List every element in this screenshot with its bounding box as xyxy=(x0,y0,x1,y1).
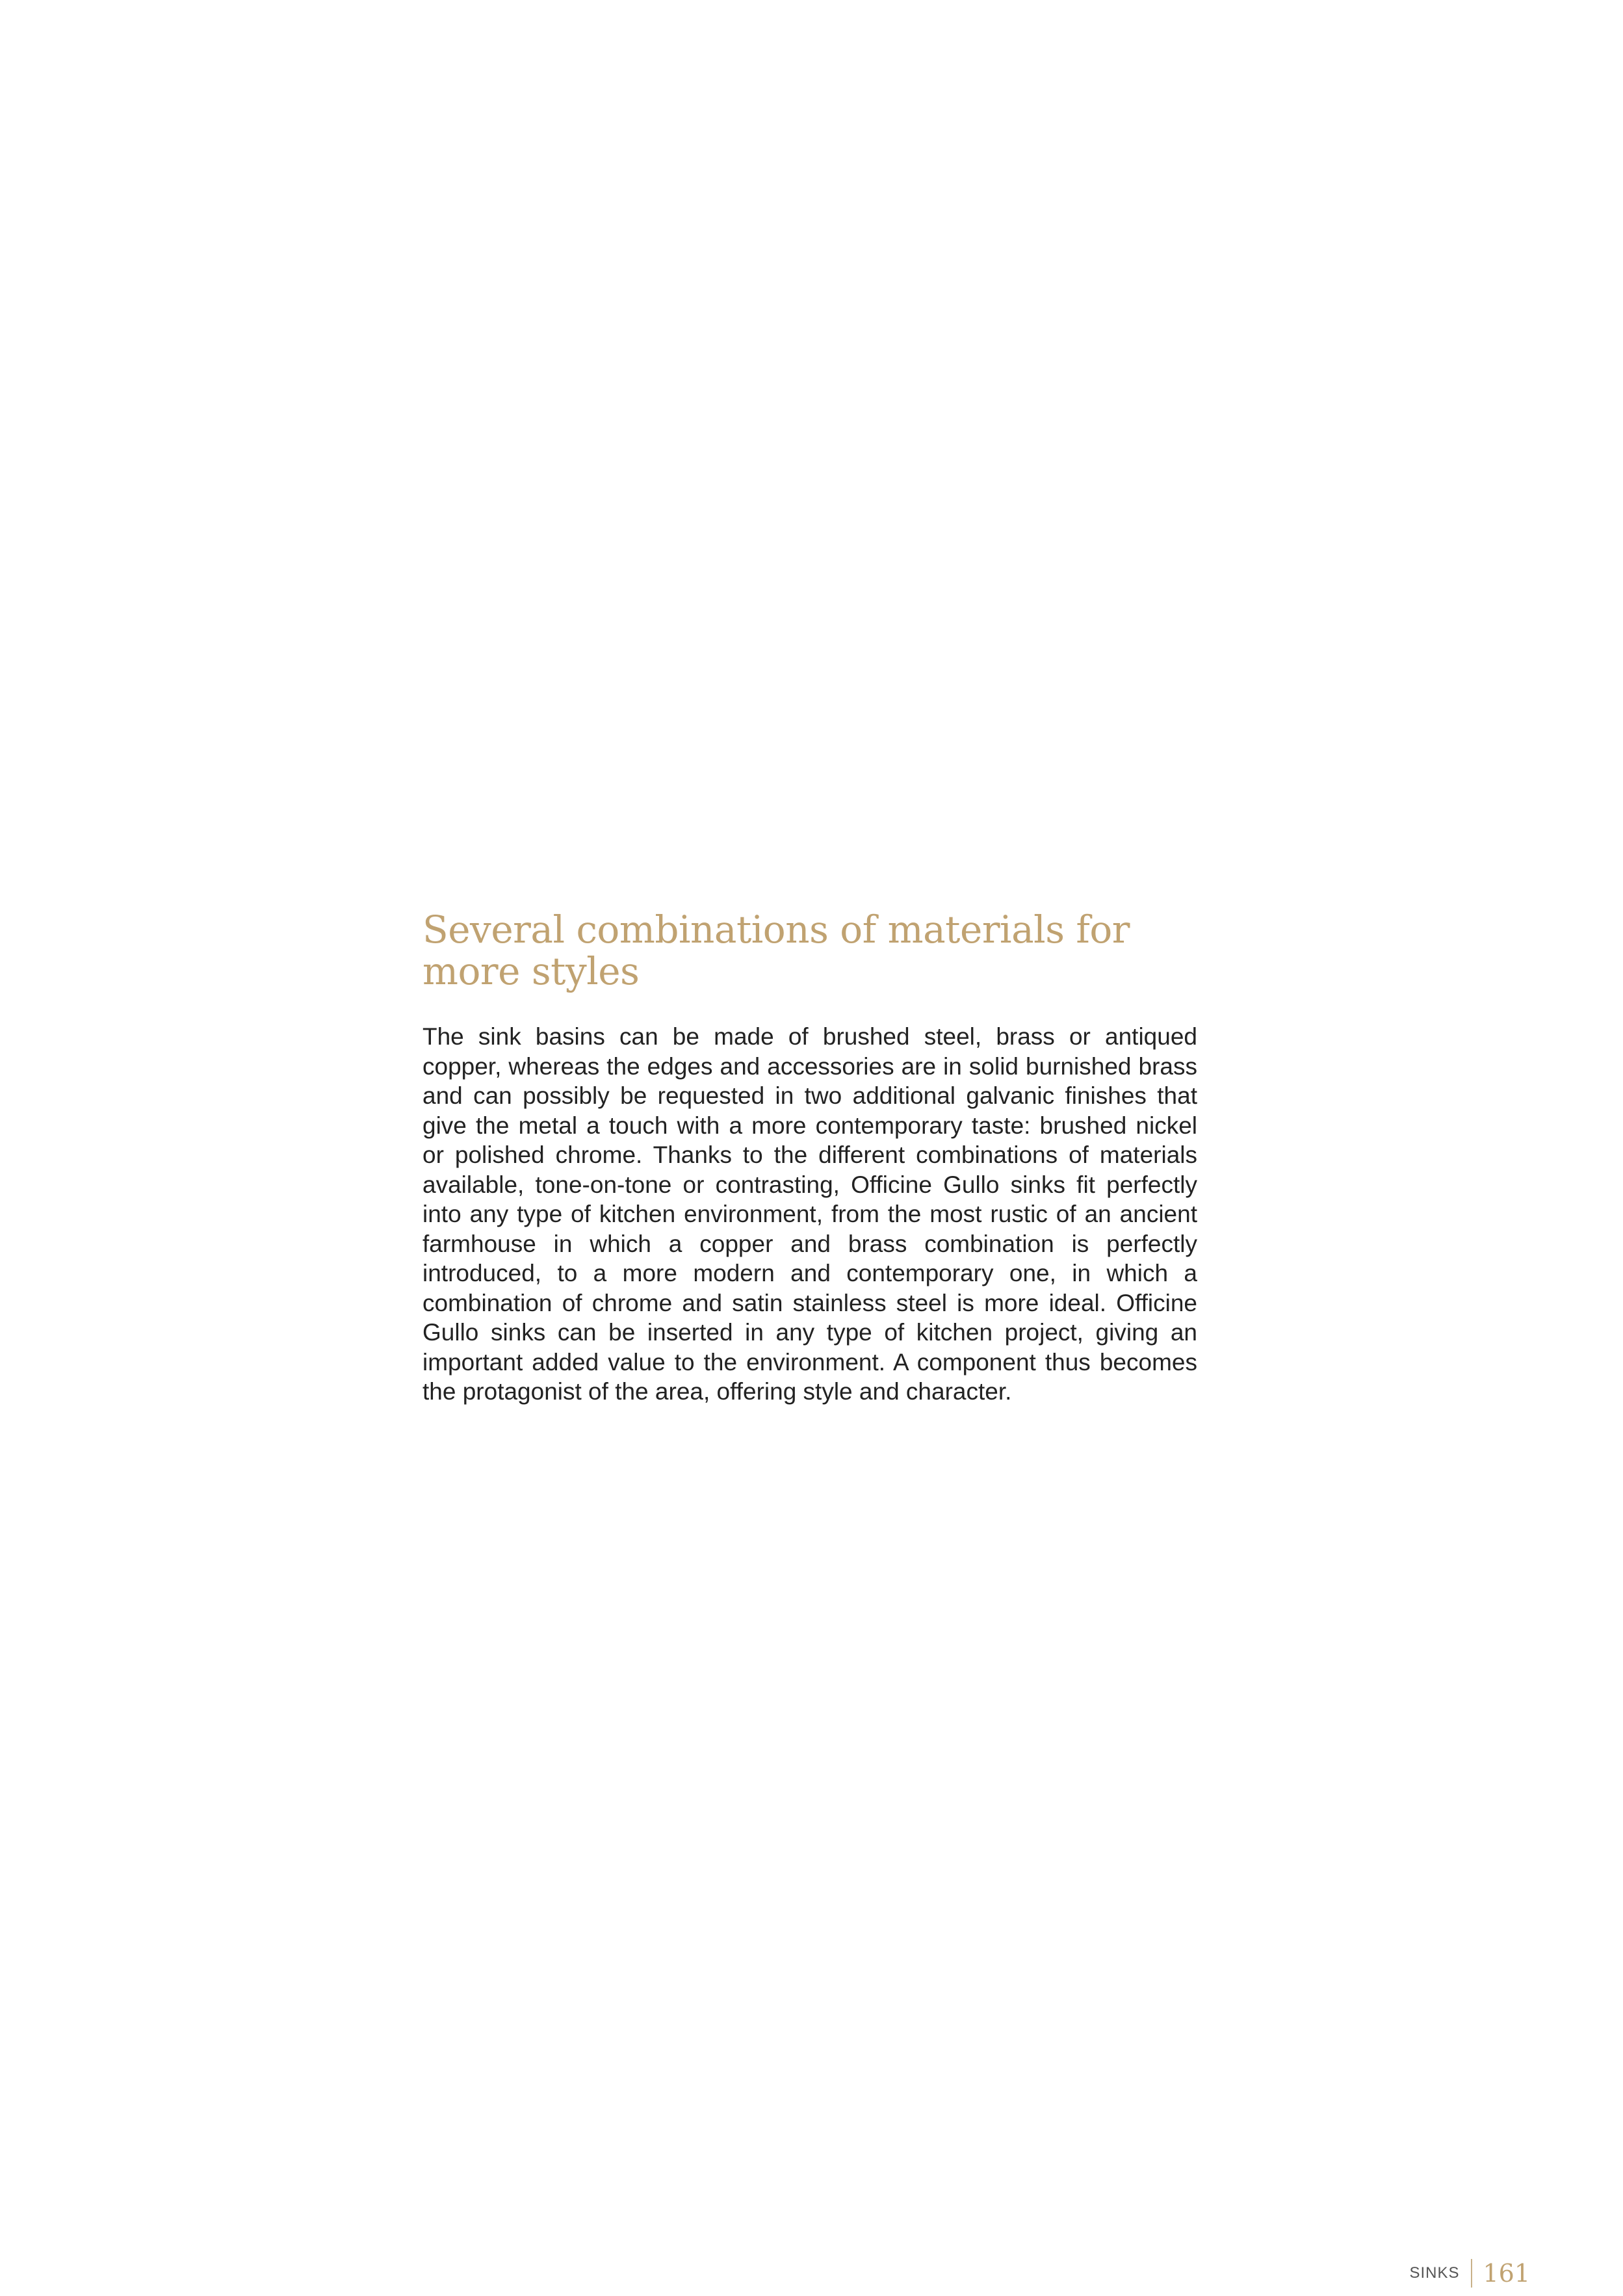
page-footer xyxy=(1409,2257,1530,2289)
footer-divider xyxy=(1471,2259,1472,2288)
footer-section-label: SINKS xyxy=(1409,2264,1460,2282)
article xyxy=(422,909,1197,1407)
section-heading: Several combinations of materials for more styles xyxy=(422,907,1130,993)
body-paragraph: The sink basins can be made of brushed steel, brass or antiqued copper, whereas the edges and accessories are in solid burnished brass and can possibly be requested in two additional galvanic finishes that give the metal a touch with a more contemporary taste: brushed nickel or polished chrome. Thanks to the different combinations of materials available, tone-on-tone or contrasting, Officine Gullo sinks fit perfectly into any type of kitchen environment, from the most rustic of an ancient farmhouse in which a copper and brass combination is perfectly introduced, to a more modern and contemporary one, in which a combination of chrome and satin stainless steel is more ideal. Officine Gullo sinks can be inserted in any type of kitchen project, giving an important added value to the environment. A component thus becomes the protagonist of the area, offering style and character. xyxy=(422,1023,1197,1405)
page-number: 161 xyxy=(1483,2259,1530,2288)
